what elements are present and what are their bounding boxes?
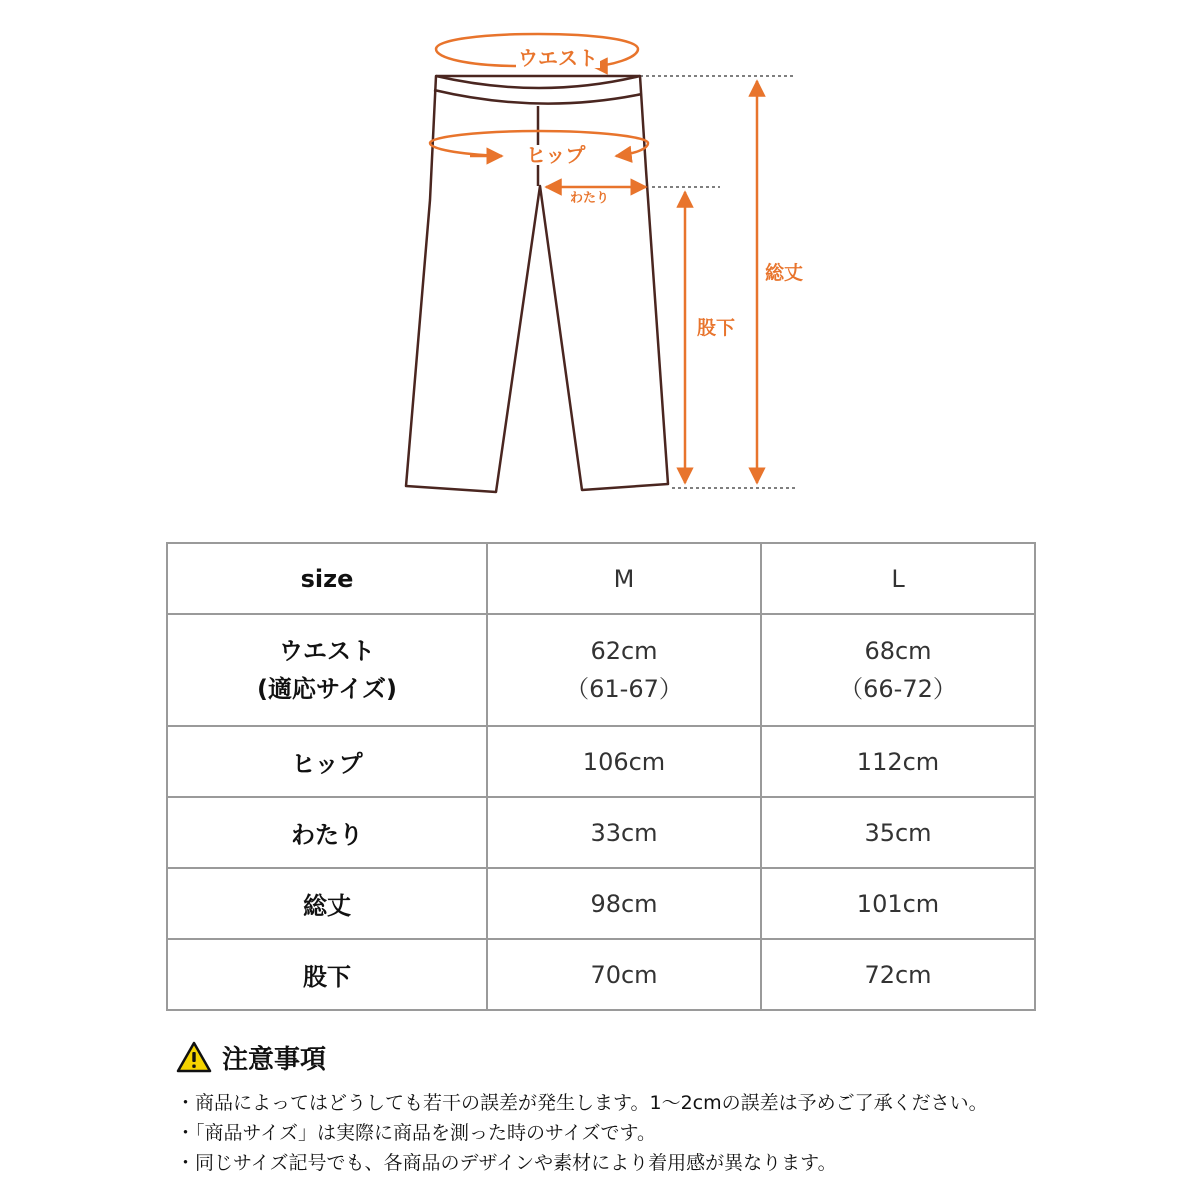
table-row-rise [167, 797, 1035, 868]
note-item: ・同じサイズ記号でも、各商品のデザインや素材により着用感が異なります。 [176, 1152, 837, 1174]
row-label-length: 総丈 [167, 868, 487, 939]
header-size-label: size [167, 543, 487, 614]
pants-illustration [0, 0, 1200, 520]
hip-l-value: 112cm [761, 726, 1035, 797]
pants-measurement-diagram [0, 0, 1200, 520]
header-size-m: M [487, 543, 761, 614]
waist-label: ウエスト [518, 46, 598, 70]
hip-m-value: 106cm [487, 726, 761, 797]
header-size-l: L [761, 543, 1035, 614]
row-label-rise: わたり [167, 797, 487, 868]
row-label-waist [167, 614, 487, 726]
waist-l-value: 68cm [864, 637, 932, 665]
notes-section [176, 1038, 1076, 1178]
rise-m-value: 33cm [487, 797, 761, 868]
warning-icon [176, 1041, 212, 1073]
length-m-value: 98cm [487, 868, 761, 939]
table-row-length [167, 868, 1035, 939]
row-label-hip: ヒップ [167, 726, 487, 797]
table-row-inseam [167, 939, 1035, 1010]
notes-header [176, 1038, 1076, 1076]
notes-list [176, 1088, 1076, 1178]
table-row-waist [167, 614, 1035, 726]
total-length-label: 総丈 [765, 262, 804, 284]
note-item: ・商品によってはどうしても若干の誤差が発生します。1〜2cmの誤差は予めご了承ください。 [176, 1092, 988, 1114]
length-l-value: 101cm [761, 868, 1035, 939]
table-row-hip [167, 726, 1035, 797]
waist-fit-label-line: (適応サイズ) [256, 675, 398, 703]
hip-label: ヒップ [526, 143, 586, 167]
table-header-row [167, 543, 1035, 614]
note-item: ・「商品サイズ」は実際に商品を測った時のサイズです。 [176, 1122, 656, 1144]
waist-m-cell [487, 614, 761, 726]
pants-outline [406, 76, 668, 492]
size-table [166, 542, 1036, 1011]
inseam-label: 股下 [697, 317, 736, 339]
notes-title: 注意事項 [222, 1044, 327, 1075]
waist-l-cell [761, 614, 1035, 726]
inseam-l-value: 72cm [761, 939, 1035, 1010]
waist-m-range: （61-67） [565, 675, 683, 703]
waist-l-range: （66-72） [839, 675, 957, 703]
waist-m-value: 62cm [590, 637, 658, 665]
rise-l-value: 35cm [761, 797, 1035, 868]
rise-label: わたり [570, 191, 610, 206]
inseam-m-value: 70cm [487, 939, 761, 1010]
waist-label-line: ウエスト [279, 637, 375, 665]
row-label-inseam: 股下 [167, 939, 487, 1010]
